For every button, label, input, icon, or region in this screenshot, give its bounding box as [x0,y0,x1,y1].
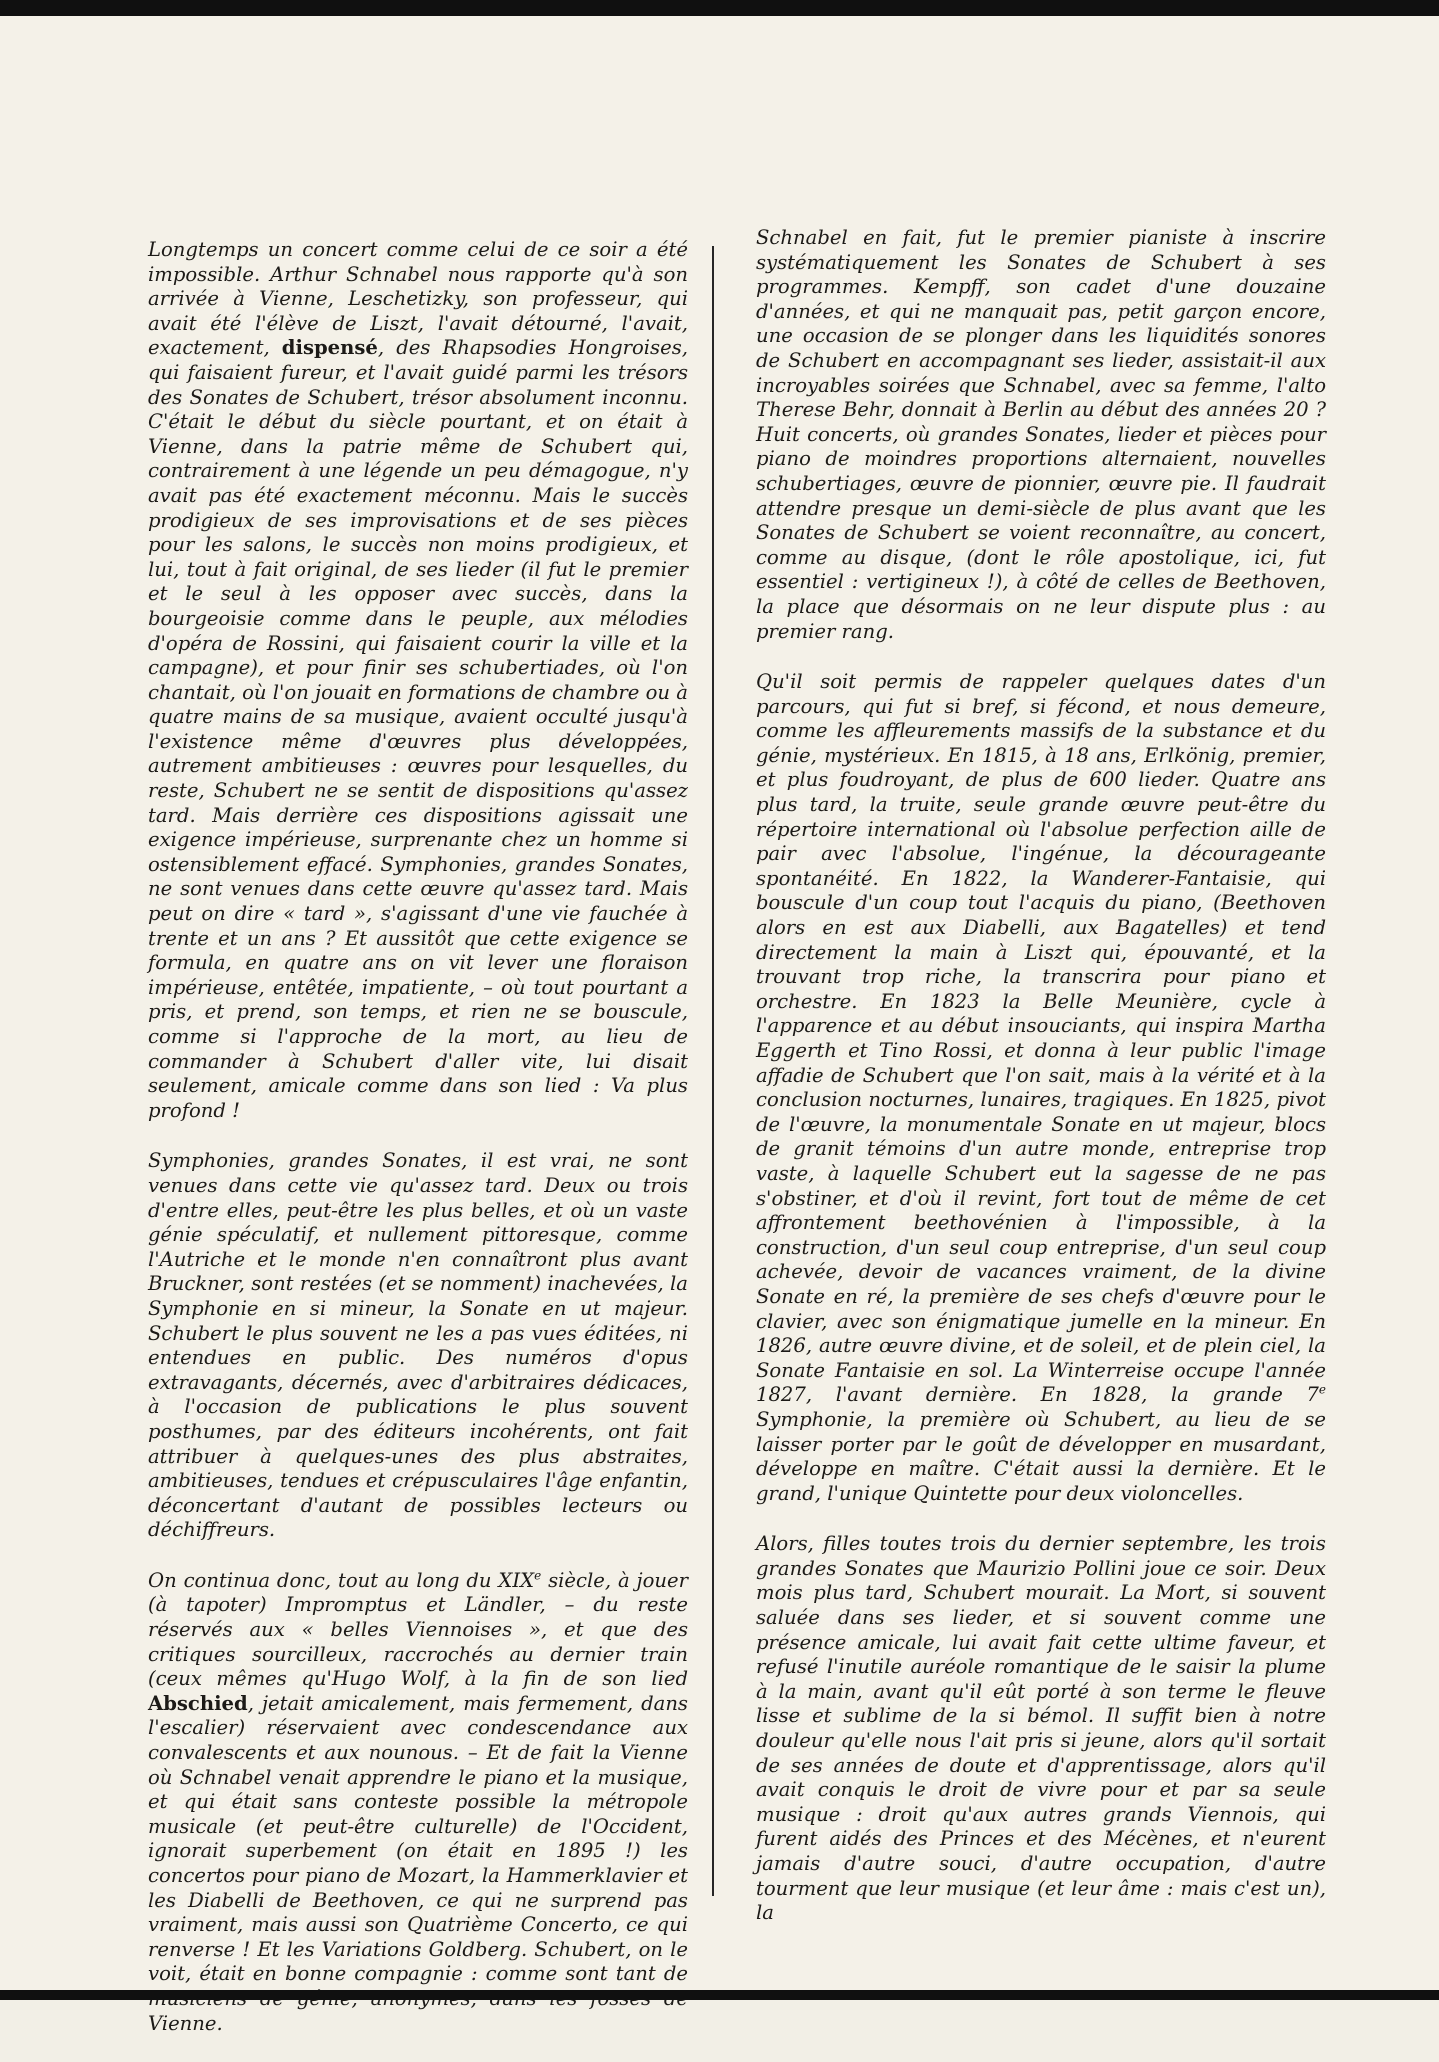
right-paragraph-3: Alors, filles toutes trois du dernier septembre, les trois grandes Sonates que Maurizio Pollini joue ce soir. Deux mois plus tard, Schubert mourait. La Mort, si souvent saluée dans ses lieder, et si souvent comme une présence amicale, lui avait fait cette ultime faveur, et refusé l'inutile auréole romantique de le saisir la plume à la main, avant qu'il eût porté à son terme le fleuve lisse et sublime de la si bémol. Il suffit bien à notre douleur qu'elle nous l'ait pris si jeune, alors qu'il sortait de ses années de doute et d'apprentissage, alors qu'il avait conquis le droit de vivre pour et par sa seule musique : droit qu'aux autres grands Viennois, qui furent aidés des Princes et des Mécènes, et n'eurent jamais d'autre souci, d'autre occupation, d'autre tourment que leur musique (et leur âme : mais c'est un), la [756,1532,1326,1925]
right-paragraph-1: Schnabel en fait, fut le premier pianiste à inscrire systématiquement les Sonates de Schubert à ses programmes. Kempff, son cadet d'une douzaine d'années, et qui ne manquait pas, petit garçon encore, une occasion de se plonger dans les liquidités sonores de Schubert en accompagnant ses lieder, assistait-il aux incroyables soirées que Schnabel, avec sa femme, l'alto Therese Behr, donnait à Berlin au début des années 20 ? Huit concerts, où grandes Sonates, lieder et pièces pour piano de moindres proportions alternaient, nouvelles schubertiages, œuvre de pionnier, œuvre pie. Il faudrait attendre presque un demi-siècle de plus avant que les Sonates de Schubert se voient reconnaître, au concert, comme au disque, (dont le rôle apostolique, ici, fut essentiel : vertigineux !), à côté de celles de Beethoven, la place que désormais on ne leur dispute plus : au premier rang. [756,226,1326,643]
right-column [756,226,1326,1952]
scan-top-border [0,0,1439,16]
left-paragraph-3: On continua donc, tout au long du XIXe siècle, à jouer (à tapoter) Impromptus et Ländler, – du reste réservés aux « belles Viennoises », et que des critiques sourcilleux, raccrochés au dernier train (ceux mêmes qu'Hugo Wolf, à la fin de son lied Abschied, jetait amicalement, mais fermement, dans l'escalier) réservaient avec condescendance aux convalescents et aux nounous. – Et de fait la Vienne où Schnabel venait apprendre le piano et la musique, et qui était sans conteste possible la métropole musicale (et peut-être culturelle) de l'Occident, ignorait superbement (on était en 1895 !) les concertos pour piano de Mozart, la Hammerklavier et les Diabelli de Beethoven, ce qui ne surprend pas vraiment, mais aussi son Quatrième Concerto, ce qui renverse ! Et les Variations Goldberg. Schubert, on le voit, était en bonne compagnie : comme sont tant de Vienne. [148,1568,688,2035]
left-paragraph-2: Symphonies, grandes Sonates, il est vrai, ne sont venues dans cette vie qu'assez tard. Deux ou trois d'entre elles, peut-être les plus belles, et où un vaste génie spéculatif, et nullement pittoresque, comme l'Autriche et le monde n'en connaîtront plus avant Bruckner, sont restées (et se nomment) inachevées, la Symphonie en si mineur, la Sonate en ut majeur. Schubert le plus souvent ne les a pas vues éditées, ni entendues en public. Des numéros d'opus extravagants, décernés, avec d'arbitraires dédicaces, à l'occasion de publications le plus souvent posthumes, par des éditeurs incohérents, ont fait attribuer à quelques-unes des plus abstraites, ambitieuses, tendues et crépusculaires l'âge enfantin, déconcertant d'autant de possibles lecteurs ou déchiffreurs. [148,1149,688,1542]
emphasis-abschied: Abschied [148,1691,248,1715]
right-paragraph-2: Qu'il soit permis de rappeler quelques dates d'un parcours, qui fut si bref, si fécond, et nous demeure, comme les affleurements massifs de la substance et du génie, mystérieux. En 1815, à 18 ans, Erlkönig, premier, et plus foudroyant, de plus de 600 lieder. Quatre ans plus tard, la truite, seule grande œuvre peut-être du répertoire international où l'absolue perfection aille de pair avec l'absolue, l'ingénue, la décourageante spontanéité. En 1822, la Wanderer-Fantaisie, qui bouscule d'un coup tout l'acquis du piano, (Beethoven alors en est aux Diabelli, aux Bagatelles) et tend directement la main à Liszt qui, épouvanté, et la trouvant trop riche, la transcrira pour piano et orchestre. En 1823 la Belle Meunière, cycle à l'apparence et au début insouciants, qui inspira Martha Eggerth et Tino Rossi, et donna à leur public l'image affadie de Schubert que l'on sait, mais à la vérité et à la conclusion nocturnes, lunaires, tragiques. En 1825, pivot de l'œuvre, la monumentale Sonate en ut majeur, blocs de granit témoins d'un autre monde, entreprise trop vaste, à laquelle Schubert eut la sagesse de ne pas s'obstiner, et d'où il revint, fort tout de même de cet affrontement beethovénien à l'impossible, à la construction, d'un seul coup entreprise, d'un seul coup achevée, devoir de vacances vraiment, de la divine Sonate en ré, la première de ses chefs d'œuvre pour le clavier, avec son énigmatique jumelle en la mineur. En 1826, autre œuvre divine, et de soleil, et de plein ciel, la Sonate Fantaisie en sol. La Winterreise occupe l'année 1827, l'avant dernière. En 1828, la grande 7e Symphonie, la première où Schubert, au lieu de se laisser porter par le goût de développer en musardant, développe en maître. C'était aussi la dernière. Et le grand, l'unique Quintette pour deux violoncelles. [756,670,1326,1505]
column-divider [712,246,714,1896]
document-page [0,16,1439,2035]
emphasis-dispense: dispensé [281,336,378,360]
left-paragraph-1: Longtemps un concert comme celui de ce soir a été impossible. Arthur Schnabel nous rapporte qu'à son arrivée à Vienne, Leschetizky, son professeur, qui avait été l'élève de Liszt, l'avait détourné, l'avait, exactement, dispensé, des Rhapsodies Hongroises, qui faisaient fureur, et l'avait guidé parmi les trésors des Sonates de Schubert, trésor absolument inconnu. C'était le début du siècle pourtant, et on était à Vienne, dans la patrie même de Schubert qui, contrairement à une légende un peu démagogue, n'y avait pas été exactement méconnu. Mais le succès prodigieux de ses improvisations et de ses pièces pour les salons, le succès non moins prodigieux, et lui, tout à fait original, de ses lieder (il fut le premier et le seul à les opposer avec succès, dans la bourgeoisie comme dans le peuple, aux mélodies d'opéra de Rossini, qui faisaient courir la ville et la campagne), et pour finir ses schubertiades, où l'on chantait, où l'on jouait en formations de chambre ou à quatre mains de sa musique, avaient occulté jusqu'à l'existence même d'œuvres plus développées, autrement ambitieuses : œuvres pour lesquelles, du reste, Schubert ne se sentit de dispositions qu'assez tard. Mais derrière ces dispositions agissait une exigence impérieuse, surprenante chez un homme si ostensiblement effacé. Symphonies, grandes Sonates, ne sont venues dans cette œuvre qu'assez tard. Mais peut on dire « tard », s'agissant d'une vie fauchée à trente et un ans ? Et aussitôt que cette exigence se formula, en quatre ans on vit lever une floraison impérieuse, entêtée, impatiente, – où tout pourtant a pris, et prend, son temps, et rien ne se bouscule, comme si l'approche de la mort, au lieu de commander à Schubert d'aller vite, lui disait seulement, amicale comme dans son lied : Va plus profond ! [148,238,688,1122]
scan-bottom-border [0,1990,1439,2000]
left-column [148,238,688,2062]
